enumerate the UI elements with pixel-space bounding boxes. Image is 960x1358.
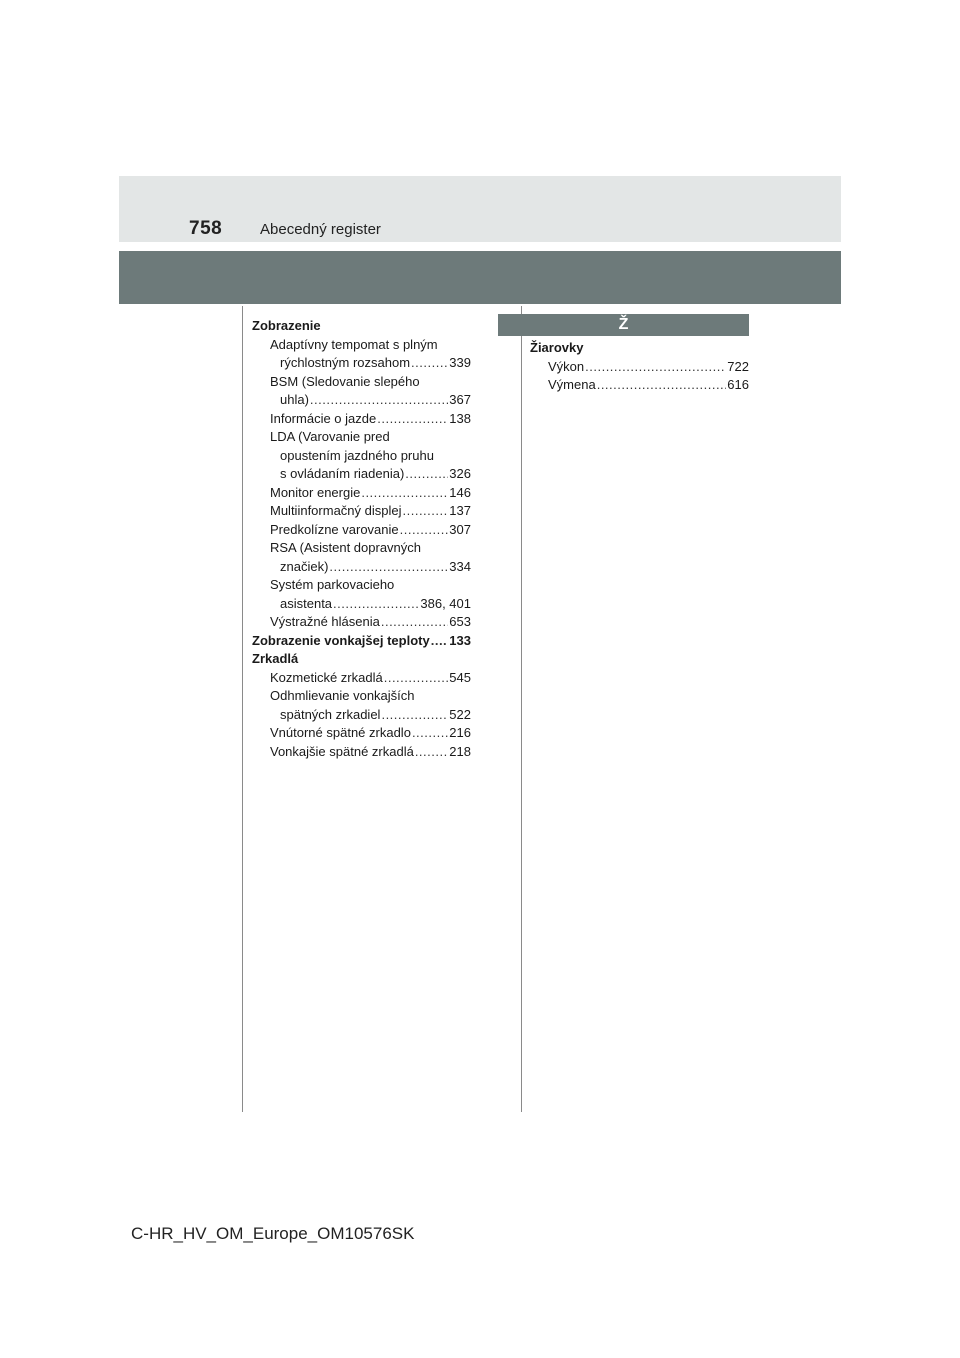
index-subentry[interactable]	[252, 484, 471, 503]
page-number: 758	[189, 218, 223, 239]
entry-final-line	[270, 595, 471, 614]
entry-label: spätných zrkadiel	[280, 706, 381, 722]
entry-page: 218	[449, 743, 471, 759]
entry-page: 339	[449, 355, 471, 370]
entry-line: Adaptívny tempomat s plným	[270, 336, 438, 352]
leader-dots	[412, 724, 448, 743]
index-entry-zobrazenie-teploty[interactable]	[252, 632, 471, 651]
entry-final-line	[270, 706, 471, 725]
leader-dots	[333, 595, 419, 614]
index-subentry[interactable]	[252, 336, 471, 373]
column-divider-left	[242, 306, 243, 1112]
entry-label: asistenta	[280, 595, 333, 611]
entry-page: 386, 401	[420, 595, 471, 611]
index-subentry[interactable]	[252, 373, 471, 410]
entry-page: 334	[449, 558, 471, 574]
index-subentry[interactable]	[252, 502, 471, 521]
entry-final-line	[270, 410, 471, 429]
leader-dots	[411, 354, 448, 373]
entry-label: Predkolízne varovanie	[270, 521, 399, 537]
entry-final-line	[270, 391, 471, 410]
entry-final-line	[270, 484, 471, 503]
letter-header-z: Ž	[498, 314, 749, 336]
zobrazenie-entries	[252, 336, 471, 632]
entry-line: LDA (Varovanie pred	[270, 429, 390, 444]
leader-dots	[384, 669, 449, 688]
entry-label: Výkon	[548, 358, 585, 374]
decorative-band	[119, 251, 841, 304]
entry-page: 722	[727, 358, 749, 374]
index-subentry[interactable]	[252, 576, 471, 613]
leader-dots	[361, 484, 448, 503]
index-column-left	[252, 317, 471, 761]
document-code: C-HR_HV_OM_Europe_OM10576SK	[131, 1224, 415, 1243]
entry-line: Odhmlievanie vonkajších	[270, 688, 415, 703]
entry-label: Zobrazenie vonkajšej teploty	[252, 632, 430, 648]
index-heading-zobrazenie: Zobrazenie	[252, 318, 321, 333]
leader-dots	[381, 706, 448, 725]
entry-page: 138	[449, 410, 471, 426]
entry-final-line	[270, 669, 471, 688]
entry-page: 545	[449, 669, 471, 685]
entry-page: 137	[449, 503, 471, 518]
index-subentry[interactable]	[252, 669, 471, 688]
index-subentry[interactable]	[252, 724, 471, 743]
entry-label: Multiinformačný displej	[270, 503, 402, 518]
index-subentry[interactable]	[530, 358, 749, 377]
entry-label: Výstražné hlásenia	[270, 614, 380, 629]
entry-final-line	[270, 354, 471, 373]
entry-label: Vonkajšie spätné zrkadlá	[270, 743, 414, 759]
entry-line: opustením jazdného pruhu	[280, 447, 434, 463]
entry-label: s ovládaním riadenia)	[280, 466, 405, 481]
column-divider-right	[521, 306, 522, 1112]
index-subentry[interactable]	[252, 539, 471, 576]
entry-final-line	[270, 465, 471, 484]
zrkadla-entries	[252, 669, 471, 762]
entry-page: 616	[727, 377, 749, 392]
entry-final-line	[270, 502, 471, 521]
index-subentry[interactable]	[252, 613, 471, 632]
entry-label: Monitor energie	[270, 484, 361, 500]
leader-dots	[597, 376, 727, 395]
entry-line: BSM (Sledovanie slepého	[270, 373, 420, 389]
entry-page: 653	[449, 614, 471, 629]
index-subentry[interactable]	[252, 410, 471, 429]
entry-final-line	[270, 558, 471, 577]
entry-label: Kozmetické zrkadlá	[270, 669, 383, 685]
index-subentry[interactable]	[252, 687, 471, 724]
entry-final-line	[270, 743, 471, 762]
entry-label: Výmena	[548, 377, 596, 392]
leader-dots	[405, 465, 448, 484]
header-band	[119, 176, 841, 242]
leader-dots	[585, 358, 726, 377]
index-heading-ziarovky: Žiarovky	[530, 340, 584, 355]
entry-page: 146	[449, 484, 471, 500]
leader-dots	[400, 521, 449, 540]
ziarovky-entries	[530, 358, 749, 395]
entry-line: RSA (Asistent dopravných	[270, 540, 422, 555]
entry-label: uhla)	[280, 392, 309, 407]
index-column-right	[530, 339, 749, 395]
entry-label: rýchlostným rozsahom	[280, 355, 411, 370]
index-subentry[interactable]	[530, 376, 749, 395]
entry-final-line	[270, 521, 471, 540]
entry-label: Vnútorné spätné zrkadlo	[270, 725, 411, 740]
entry-page: 216	[449, 725, 471, 740]
entry-label: Informácie o jazde	[270, 410, 377, 426]
entry-label: značiek)	[280, 558, 329, 574]
entry-page: 367	[449, 392, 471, 407]
leader-dots	[329, 558, 448, 577]
entry-final-line	[270, 613, 471, 632]
index-heading-zrkadla: Zrkadlá	[252, 651, 299, 666]
entry-page: 307	[449, 521, 471, 537]
leader-dots	[377, 410, 448, 429]
leader-dots	[403, 502, 449, 521]
entry-page: 326	[449, 466, 471, 481]
index-subentry[interactable]	[252, 428, 471, 484]
entry-final-line	[270, 724, 471, 743]
index-subentry[interactable]	[252, 521, 471, 540]
entry-page: 133	[449, 632, 471, 648]
leader-dots	[431, 632, 449, 651]
entry-line: Systém parkovacieho	[270, 577, 395, 592]
index-subentry[interactable]	[252, 743, 471, 762]
leader-dots	[310, 391, 448, 410]
section-title: Abecedný register	[260, 221, 381, 238]
leader-dots	[381, 613, 448, 632]
leader-dots	[415, 743, 448, 762]
entry-page: 522	[449, 706, 471, 722]
